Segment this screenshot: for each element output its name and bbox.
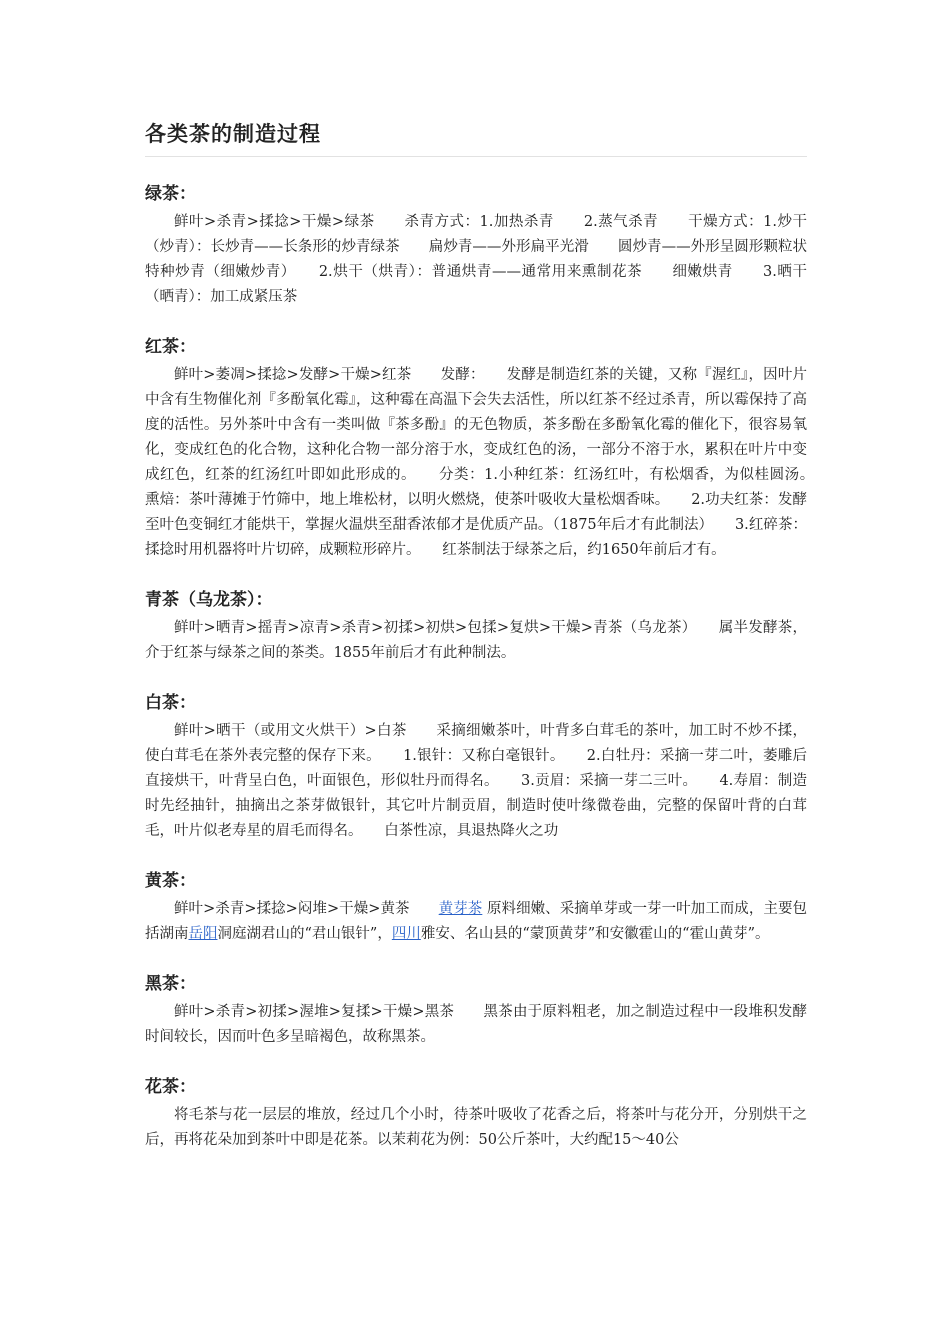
paragraph-yellow-tea [145, 897, 807, 947]
paragraph-white-tea: 鲜叶>晒干（或用文火烘干）>白茶 采摘细嫩茶叶，叶背多白茸毛的茶叶，加工时不炒不揉，使白茸毛在茶外表完整的保存下来。 1.银针：又称白毫银针。 2.白牡丹：采摘一芽二叶，萎雕后直接烘干，叶背呈白色，叶面银色，形似牡丹而得名。 3.贡眉：采摘一芽二三叶。 4.寿眉：制造时先经抽针，抽摘出之茶芽做银针，其它叶片制贡眉，制造时使叶缘微卷曲，完整的保留叶背的白茸毛，叶片似老寿星的眉毛而得名。 白茶性凉，具退热降火之功 [145, 723, 807, 839]
paragraph-scented-tea: 将毛茶与花一层层的堆放，经过几个小时，待茶叶吸收了花香之后，将茶叶与花分开，分别烘干之后，再将花朵加到茶叶中即是花茶。以茉莉花为例：50公斤茶叶，大约配15～40公 [145, 1107, 807, 1148]
paragraph-black-tea: 鲜叶>萎凋>揉捻>发酵>干燥>红茶 发酵： 发酵是制造红茶的关键，又称『渥红』，因叶片中含有生物催化剂『多酚氧化霉』，这种霉在高温下会失去活性，所以红茶不经过杀青，所以霉保持了高度的活性。另外茶叶中含有一类叫做『茶多酚』的无色物质，茶多酚在多酚氧化霉的催化下，很容易氧化，变成红色的化合物，这种化合物一部分溶于水，变成红色的汤，一部分不溶于水，累积在叶片中变成红色，红茶的红汤红叶即如此形成的。 分类：1.小种红茶：红汤红叶，有松烟香，为似桂圆汤。 熏焙：茶叶薄摊于竹筛中，地上堆松材，以明火燃烧，使茶叶吸收大量松烟香味。 2.功夫红茶：发酵至叶色变铜红才能烘干，掌握火温烘至甜香浓郁才是优质产品。（1875年后才有此制法） 3.红碎茶：揉捻时用机器将叶片切碎，成颗粒形碎片。 红茶制法于绿茶之后，约1650年前后才有。 [145, 367, 836, 558]
heading-dark-tea: 黑茶： [145, 974, 196, 994]
link-huangyacha[interactable]: 黄芽茶 [438, 901, 483, 917]
yellow-text-b: 原料细嫩、采摘单芽或一芽一叶加工而成，主要包括湖南 [145, 901, 808, 942]
yellow-text-d: 雅安、名山县的“蒙顶黄芽”和安徽霍山的“霍山黄芽”。 [420, 926, 770, 942]
heading-black-tea: 红茶： [145, 337, 196, 357]
paragraph-oolong-tea: 鲜叶>晒青>摇青>凉青>杀青>初揉>初烘>包揉>复烘>干燥>青茶（乌龙茶） 属半发酵茶，介于红茶与绿茶之间的茶类。1855年前后才有此种制法。 [145, 620, 807, 661]
heading-scented-tea: 花茶： [145, 1077, 196, 1097]
heading-oolong-tea: 青茶（乌龙茶）： [145, 590, 273, 610]
heading-white-tea: 白茶： [145, 693, 196, 713]
document-page [145, 118, 836, 1153]
yellow-text-a: 鲜叶>杀青>揉捻>闷堆>干燥>黄茶 [174, 901, 439, 917]
paragraph-green-tea: 鲜叶>杀青>揉捻>干燥>绿茶 杀青方式：1.加热杀青 2.蒸气杀青 干燥方式：1.炒干（炒青）：长炒青——长条形的炒青绿茶 扁炒青——外形扁平光滑 圆炒青——外形呈圆形颗粒状 特种炒青（细嫩炒青） 2.烘干（烘青）：普通烘青——通常用来熏制花茶 细嫩烘青 3.晒干（晒青）：加工成紧压茶 [145, 214, 836, 305]
heading-yellow-tea: 黄茶： [145, 871, 196, 891]
page-title: 各类茶的制造过程 [145, 118, 807, 157]
heading-green-tea: 绿茶： [145, 184, 196, 204]
yellow-text-c: 洞庭湖君山的“君山银针”， [217, 926, 392, 942]
link-yueyang[interactable]: 岳阳 [188, 926, 218, 942]
link-sichuan[interactable]: 四川 [391, 926, 421, 942]
paragraph-dark-tea: 鲜叶>杀青>初揉>渥堆>复揉>干燥>黑茶 黑茶由于原料粗老，加之制造过程中一段堆积发酵时间较长，因而叶色多呈暗褐色，故称黑茶。 [145, 1004, 807, 1045]
